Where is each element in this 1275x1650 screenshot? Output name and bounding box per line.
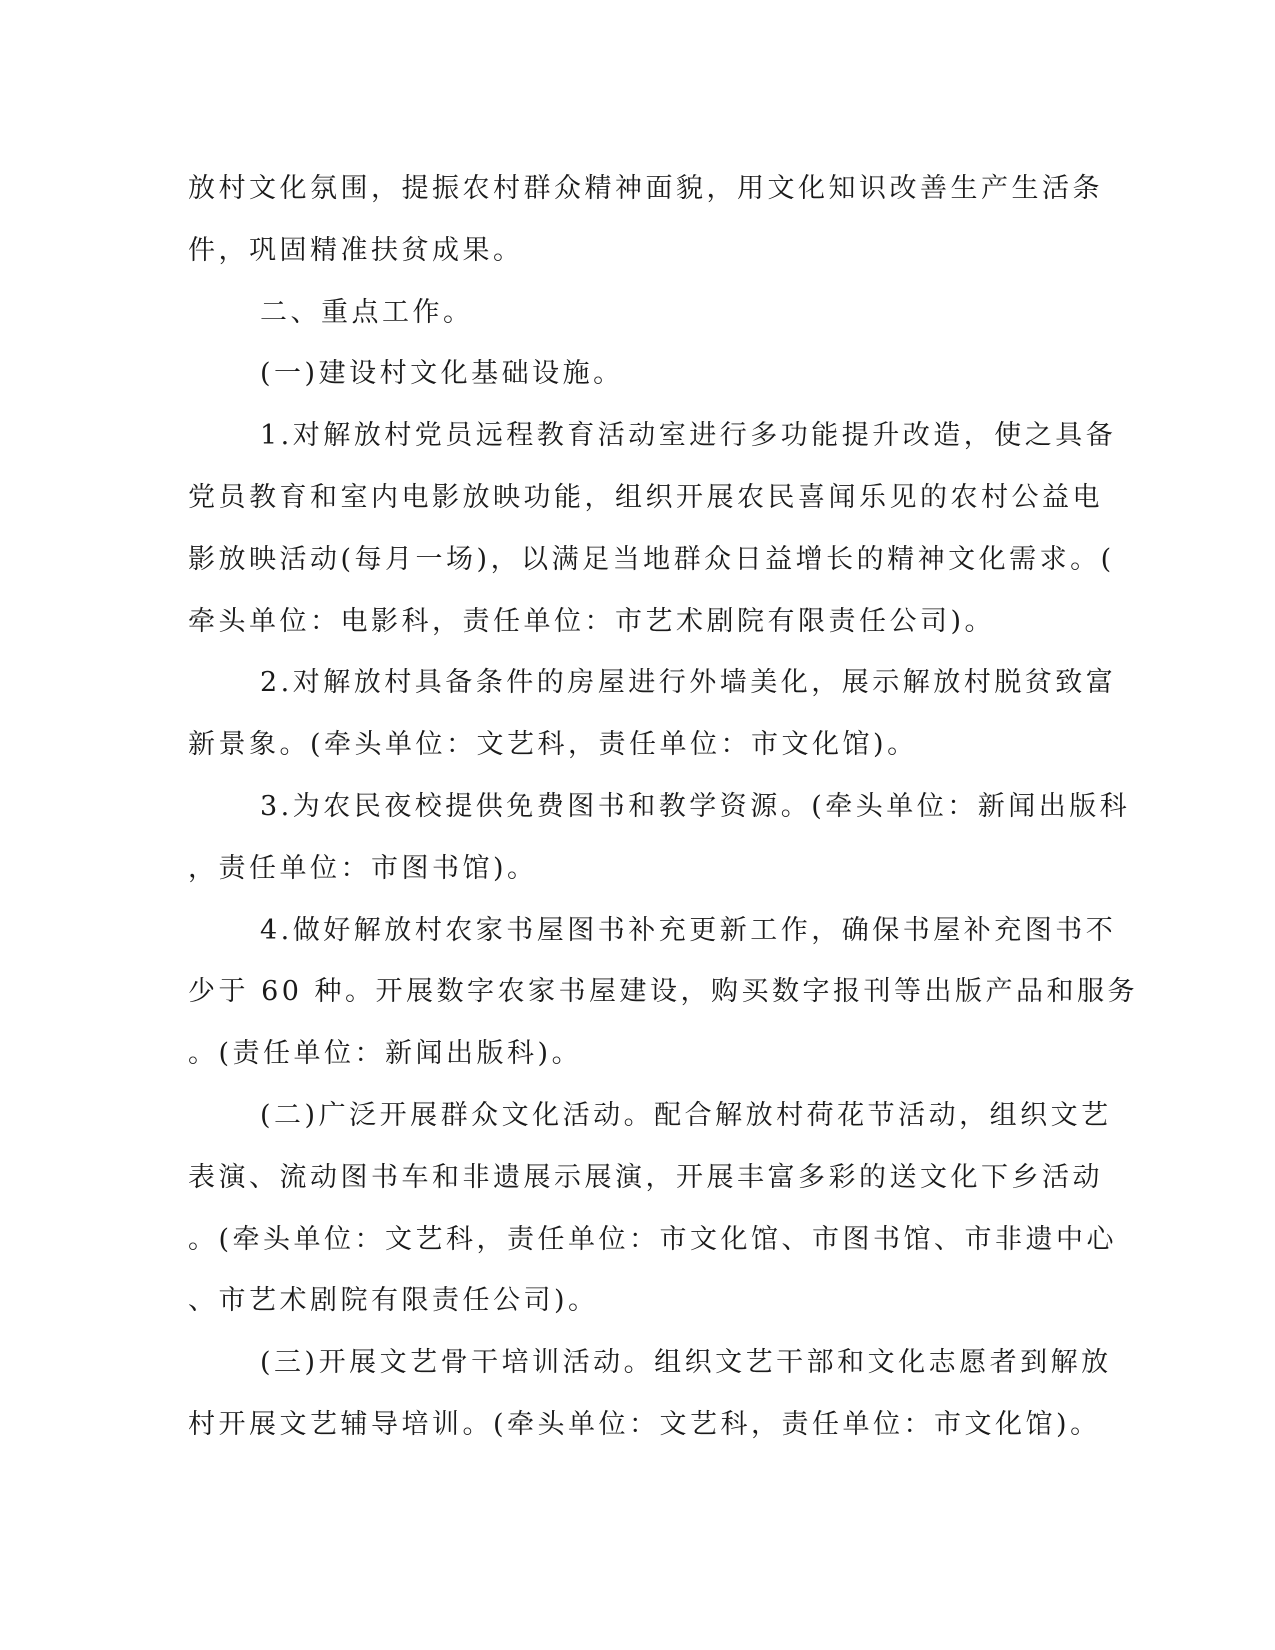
text-line: 。(牵头单位：文艺科，责任单位：市文化馆、市图书馆、市非遗中心	[188, 1223, 1118, 1255]
subsection-heading: (一)建设村文化基础设施。	[260, 358, 624, 390]
text-line: 村开展文艺辅导培训。(牵头单位：文艺科，责任单位：市文化馆)。	[188, 1408, 1101, 1440]
text-line: 4.做好解放村农家书屋图书补充更新工作，确保书屋补充图书不	[260, 914, 1117, 946]
text-line: 2.对解放村具备条件的房屋进行外墙美化，展示解放村脱贫致富	[260, 667, 1117, 699]
text-line: 表演、流动图书车和非遗展示展演，开展丰富多彩的送文化下乡活动	[188, 1161, 1103, 1193]
text-line: 、市艺术剧院有限责任公司)。	[188, 1285, 599, 1317]
text-line: 影放映活动(每月一场)，以满足当地群众日益增长的精神文化需求。(	[188, 543, 1115, 575]
text-line: 新景象。(牵头单位：文艺科，责任单位：市文化馆)。	[188, 729, 918, 761]
text-line: 少于 60 种。开展数字农家书屋建设，购买数字报刊等出版产品和服务	[188, 976, 1139, 1008]
text-line: 党员教育和室内电影放映功能，组织开展农民喜闻乐见的农村公益电	[188, 481, 1103, 513]
text-line: 1.对解放村党员远程教育活动室进行多功能提升改造，使之具备	[260, 420, 1117, 452]
text-line: 件，巩固精准扶贫成果。	[188, 234, 524, 266]
text-line: ，责任单位：市图书馆)。	[188, 852, 538, 884]
document-body	[188, 158, 1139, 1456]
text-line: 3.为农民夜校提供免费图书和教学资源。(牵头单位：新闻出版科	[260, 790, 1131, 822]
text-line: 牵头单位：电影科，责任单位：市艺术剧院有限责任公司)。	[188, 605, 996, 637]
text-line: 。(责任单位：新闻出版科)。	[188, 1038, 583, 1070]
section-heading: 二、重点工作。	[260, 296, 474, 328]
text-line: 放村文化氛围，提振农村群众精神面貌，用文化知识改善生产生活条	[188, 173, 1103, 204]
text-line: (三)开展文艺骨干培训活动。组织文艺干部和文化志愿者到解放	[260, 1347, 1112, 1379]
text-line: (二)广泛开展群众文化活动。配合解放村荷花节活动，组织文艺	[260, 1099, 1112, 1131]
